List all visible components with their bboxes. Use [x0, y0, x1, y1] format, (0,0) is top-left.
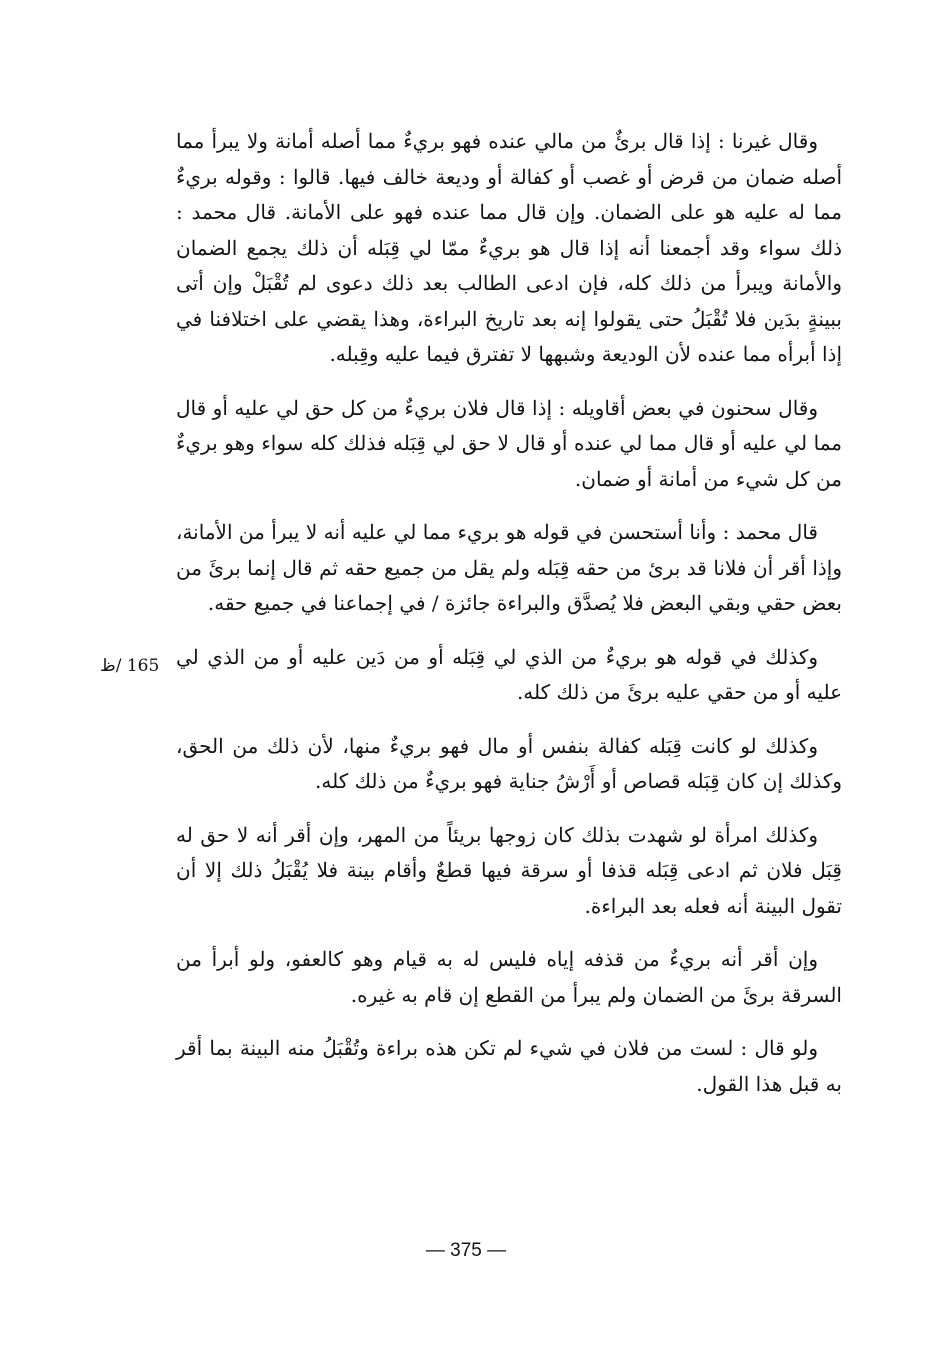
paragraph-4: وكذلك في قوله هو بريءٌ من الذي لي قِبَله أو من دَين عليه أو من الذي لي عليه أو من حقي عليه برئَ من ذلك كله.: [176, 644, 842, 704]
paragraph-7: وإن أقر أنه بريءٌ من قذفه إياه فليس له به قيام وهو كالعفو، ولو أبرأ من السرقة برئَ من الضمان ولم يبرأ من القطع إن قام به غيره.: [176, 947, 842, 1007]
body-text: [176, 124, 842, 1120]
page-number: — 375 —: [425, 1240, 507, 1261]
paragraph-3: قال محمد : وأنا أستحسن في قوله هو بريء مما لي عليه أنه لا يبرأ من الأمانة، وإذا أقر أن فلانا قد برئ من حقه قِبَله ولم يقل من جميع حقه ثم قال إنما برئَ من بعض حقي وبقي البعض فلا يُصدَّق والبراءة جائزة / في إجماعنا في جميع حقه.: [176, 520, 842, 615]
paragraph-1: وقال غيرنا : إذا قال برئٌ من مالي عنده فهو بريءٌ مما أصله أمانة ولا يبرأ مما أصله ضمان من قرض أو غصب أو كفالة أو وديعة خالف فيها. قالوا : وقوله بريءٌ مما له عليه هو على الضمان. وإن قال مما عنده فهو على الأمانة. قال محمد : ذلك سواء وقد أجمعنا أنه إذا قال هو بريءٌ ممّا لي قِبَله أن ذلك يجمع الضمان والأمانة ويبرأ من ذلك كله، فإن ادعى الطالب بعد ذلك دعوى لم تُقْبَلْ وإن أتى ببينةٍ بدَين فلا تُقْبَلُ حتى يقولوا إنه بعد تاريخ البراءة، وهذا يقضي على اختلافنا في إذا أبرأه مما عنده لأن الوديعة وشبهها لا تفترق فيما عليه وقِبله.: [176, 129, 842, 366]
paragraph-6: وكذلك امرأة لو شهدت بذلك كان زوجها بريئاً من المهر، وإن أقر أنه لا حق له قِبَل فلان ثم ادعى قِبَله قذفا أو سرقة فيها قطعٌ وأقام بينة فلا يُقْبَلُ ذلك إلا أن تقول البينة أنه فعله بعد البراءة.: [176, 822, 842, 918]
manuscript-folio-note: 165 /ظ: [100, 656, 160, 676]
paragraph-2: وقال سحنون في بعض أقاويله : إذا قال فلان بريءٌ من كل حق لي عليه أو قال مما لي عليه أو قال مما لي عنده أو قال لا حق لي قِبَله فذلك كله سواء وهو بريءٌ من كل شيء من أمانة أو ضمان.: [176, 395, 842, 491]
paragraph-5: وكذلك لو كانت قِبَله كفالة بنفس أو مال فهو بريءٌ منها، لأن ذلك من الحق، وكذلك إن كان قِبَله قصاص أو أَرْشُ جناية فهو بريءٌ من ذلك كله.: [176, 733, 842, 793]
paragraph-8: ولو قال : لست من فلان في شيء لم تكن هذه براءة وتُقْبَلُ منه البينة بما أقر به قبل هذا القول.: [176, 1036, 842, 1096]
